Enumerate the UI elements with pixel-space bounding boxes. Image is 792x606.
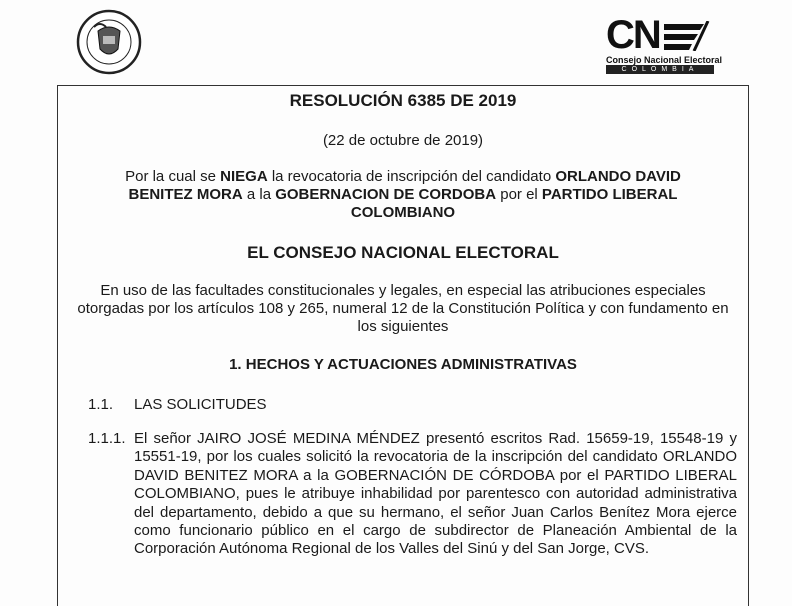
paragraph-text: El señor JAIRO JOSÉ MEDINA MÉNDEZ presentó escritos Rad. 15659-19, 15548-19 y 15551-19, por los cuales solicitó la revocatoria de la inscripción del candidato ORLANDO DAVID BENITEZ MORA a la GOBERNACIÓN DE CÓRDOBA por el PARTIDO LIBERAL COLOMBIANO, pues le atribuye inhabilidad por parentesco con autoridad administrativa del departamento, debido a que su hermano, el señor Juan Carlos Benítez Mora ejerce como funcionario público en el cargo de subdirector de Planeación Ambiental de la Corporación Autónoma Regional de los Valles del Sinú y del San Jorge, CVS. [134,430,737,558]
subsection-title: LAS SOLICITUDES [134,396,267,413]
cne-logo-letters: CN [606,13,660,57]
resolution-title: RESOLUCIÓN 6385 DE 2019 [289,91,517,110]
powers-paragraph: En uso de las facultades constitucionales y legales, en especial las atribuciones especiales otorgadas por los artículos 108 y 265, numeral 12 de la Constitución Política y con fundamento en los siguientes [77,282,729,335]
desc-party: PARTIDO LIBERAL COLOMBIANO [350,186,678,221]
section-heading: 1. HECHOS Y ACTUACIONES ADMINISTRATIVAS [229,356,577,373]
desc-office: GOBERNACION DE CORDOBA [275,186,497,203]
cne-logo-name: Consejo Nacional Electoral [606,55,723,65]
desc-decision: NIEGA [220,168,268,185]
desc-text-3: a la [242,186,276,203]
resolution-frame [57,85,749,606]
coat-of-arms-icon [76,9,142,75]
paragraph-number: 1.1.1. [88,430,126,447]
desc-text-2: la revocatoria de inscripción del candidato [267,168,556,185]
resolution-date: (22 de octubre de 2019) [322,132,484,149]
coat-of-arms-seal [76,9,142,75]
org-heading: EL CONSEJO NACIONAL ELECTORAL [247,243,559,262]
cne-logo [606,13,723,75]
subsection-number: 1.1. [88,396,114,413]
desc-candidate: ORLANDO DAVID BENITEZ MORA [128,168,681,203]
desc-text-1: Por la cual se [125,168,221,185]
resolution-description [98,168,708,222]
desc-text-4: por el [496,186,542,203]
cne-logo-icon [664,21,712,51]
cne-logo-country: COLOMBIA [606,65,714,74]
